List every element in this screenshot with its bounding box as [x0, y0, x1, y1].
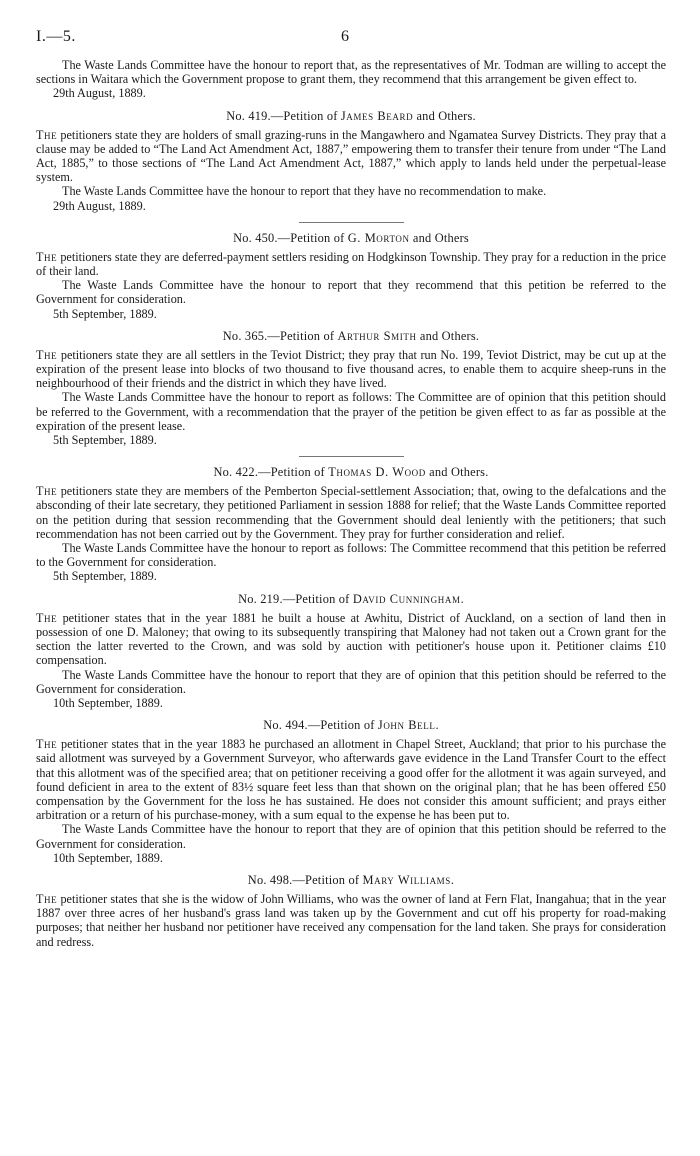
intro-section: [36, 58, 666, 101]
committee-report: The Waste Lands Committee have the honour to report as follows: The Committee recommend that this petition be referred to the Government for consideration.: [36, 541, 666, 570]
petition-statement: The petitioner states that in the year 1883 he purchased an allotment in Chapel Street, Auckland; that prior to his purchase the said allotment was surveyed by a Government Surveyor, who afterwards gave evidence in the Land Transfer Court to the effect that this allotment was of the specified area; that on petitioner receiving a good offer for the allotment it was again surveyed, and found deficient in area to the extent of 83½ square feet less than that shown on the original plan; that he has been offered £50 compensation by the Government for the loss he has sustained. He does not consider this amount sufficient; and prays either arbitration or a return of his purchase-money, with a sum equal to the expense he has been put to.: [36, 737, 666, 823]
petition-statement: The petitioner states that she is the widow of John Williams, who was the owner of land at Fern Flat, Inangahua; that in the year 1887 over three acres of her husband's grass land was taken up by the Government and cut off his property for road-making purposes; that neither her husband nor petitioner have received any compensation for the land taken. She prays for consideration and redress.: [36, 891, 666, 949]
document-page: [36, 28, 666, 949]
committee-report: The Waste Lands Committee have the honour to report that they recommend that this petition be referred to the Government for consideration.: [36, 278, 666, 307]
petition-section: [36, 329, 666, 457]
petition-section: [36, 465, 666, 583]
petition-statement: The petitioners state they are all settlers in the Teviot District; they pray that run No. 199, Teviot District, may be cut up at the expiration of the present lease into blocks of two thousand to five thousand acres, to enable them to acquire sheep-runs in the neighbourhood of their friends and the district in which they have lived.: [36, 347, 666, 391]
committee-report: The Waste Lands Committee have the honour to report that they have no recommendation to make.: [62, 184, 547, 199]
petitioner-name: Mary Williams: [362, 872, 451, 887]
report-date: 5th September, 1889.: [53, 569, 157, 584]
petition-title: No. 365.—Petition of Arthur Smith and Others.: [222, 328, 480, 343]
report-date: 5th September, 1889.: [53, 306, 157, 321]
petition-title: No. 219.—Petition of David Cunningham.: [238, 591, 464, 606]
petition-section: [36, 718, 666, 865]
petition-statement: The petitioner states that in the year 1881 he built a house at Awhitu, District of Auckland, on a section of land then in possession of one D. Maloney; that owing to its subsequently transpiring that Maloney had not taken out a Crown grant for the section the latter reverted to the Crown, and was sold by auction with petitioner's house upon it. Petitioner claims £10 compensation.: [36, 610, 666, 668]
committee-report: The Waste Lands Committee have the honour to report that they are of opinion that this petition should be referred to the Government for consideration.: [36, 822, 666, 851]
petition-title: No. 422.—Petition of Thomas D. Wood and Others.: [213, 465, 489, 480]
page-header: [36, 28, 666, 58]
report-date: 10th September, 1889.: [53, 695, 163, 710]
petition-statement: The petitioners state they are holders of small grazing-runs in the Mangawhero and Ngamatea Survey Districts. They pray that a clause may be added to “The Land Act Amendment Act, 1887,” empowering them to transfer their tenure from under “The Land Act, 1885,” to those sections of “The Land Act Amendment Act, 1887,” which apply to lands held under the perpetual-lease system.: [36, 127, 666, 185]
petition-section: [36, 231, 666, 321]
petition-section: [36, 873, 666, 949]
petition-title: No. 494.—Petition of John Bell.: [263, 718, 439, 733]
petitioner-name: Arthur Smith: [337, 328, 417, 343]
petition-section: [36, 592, 666, 710]
petitioner-name: Thomas D. Wood: [328, 465, 426, 480]
petition-title: No. 419.—Petition of James Beard and Others.: [226, 108, 476, 123]
petitioner-name: David Cunningham: [352, 591, 461, 606]
petition-statement: The petitioners state they are deferred-payment settlers residing on Hodgkinson Township. They pray for a reduction in the price of their land.: [36, 249, 666, 279]
divider: [299, 222, 404, 223]
intro-paragraph: The Waste Lands Committee have the honour to report that, as the representatives of Mr. Todman are willing to accept the sections in Waitara which the Government propose to grant them, they recommend that this arrangement be given effect to.: [36, 58, 666, 87]
petition-title: No. 450.—Petition of G. Morton and Others: [233, 230, 469, 245]
committee-report: The Waste Lands Committee have the honour to report that they are of opinion that this petition should be referred to the Government for consideration.: [36, 667, 666, 696]
committee-report: The Waste Lands Committee have the honour to report as follows: The Committee are of opinion that this petition should be referred to the Government, with a recommendation that the prayer of the petition be given effect to as far as possible at the expiration of the present lease.: [36, 390, 666, 433]
intro-date: 29th August, 1889.: [53, 86, 146, 101]
report-date: 10th September, 1889.: [53, 850, 163, 865]
petitioner-name: James Beard: [340, 108, 414, 123]
paper-reference: I.—5.: [36, 28, 76, 45]
report-date: 5th September, 1889.: [53, 433, 157, 448]
petitioner-name: John Bell: [377, 718, 436, 733]
petition-section: [36, 109, 666, 223]
petitioner-name: G. Morton: [347, 230, 410, 245]
page-number: 6: [341, 28, 349, 45]
report-date: 29th August, 1889.: [53, 198, 146, 213]
petition-statement: The petitioners state they are members of the Pemberton Special-settlement Association; that, owing to the defalcations and the absconding of their late secretary, they petitioned Parliament in session 1888 for relief; that the Waste Lands Committee reported on the petition during that session recommending that the Government should deal leniently with the petitioners; that such recommendation has not been carried out by the Government. They pray for further consideration and relief.: [36, 484, 666, 541]
divider: [299, 456, 404, 457]
petition-title: No. 498.—Petition of Mary Williams.: [247, 872, 455, 887]
